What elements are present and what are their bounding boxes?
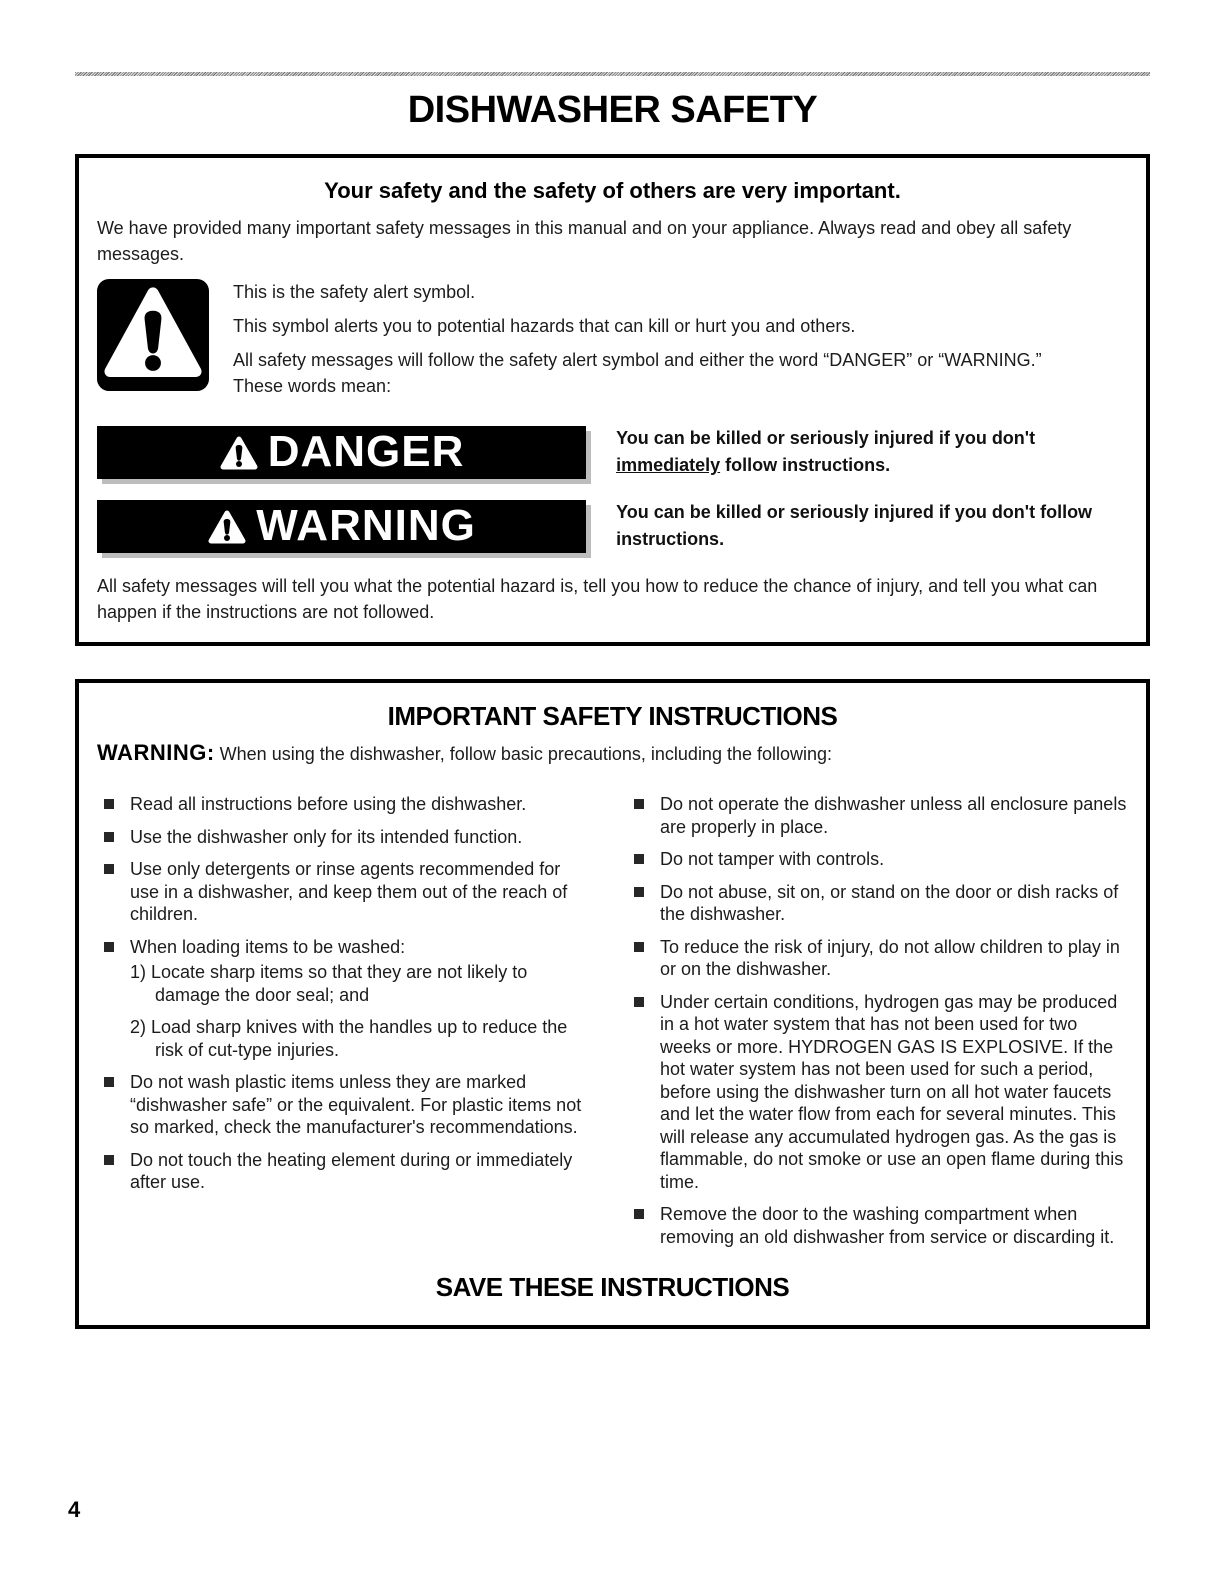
list-item-text: Under certain conditions, hydrogen gas may be produced in a hot water system that has not been used for two weeks or more. HYDROGEN GAS IS EXPLOSIVE. If the hot water system has not been used for such a period, before using the dishwasher turn on all hot water faucets and let the water flow from each for several minutes. This will release any accumulated hydrogen gas. As the gas is flammable, do not smoke or use an open flame during this time. [660, 991, 1124, 1192]
bullet-square-icon [634, 854, 644, 864]
list-item [97, 1149, 585, 1194]
sub-list-item: 2) Load sharp knives with the handles up to reduce the risk of cut-type injuries. [130, 1017, 568, 1060]
safety-outro-text: All safety messages will tell you what the potential hazard is, tell you how to reduce the chance of injury, and tell you what can happen if the instructions are not followed. [97, 576, 1098, 623]
instructions-left-column [97, 793, 585, 1258]
list-item-text: Use the dishwasher only for its intended function. [130, 826, 523, 847]
danger-text-before: You can be killed or seriously injured if you don't [616, 428, 1036, 449]
list-item [627, 1203, 1128, 1248]
warning-description: You can be killed or seriously injured if you don't follow instructions. [616, 502, 1093, 550]
list-item [627, 991, 1128, 1194]
list-item [97, 826, 585, 849]
alert-symbol-row [97, 279, 1128, 399]
safety-overview-box [75, 154, 1150, 646]
bullet-square-icon [104, 1077, 114, 1087]
list-item [97, 936, 585, 1062]
list-item [97, 1071, 585, 1139]
alert-symbol-text [233, 279, 1063, 399]
save-instructions-heading: SAVE THESE INSTRUCTIONS [435, 1272, 790, 1303]
safety-alert-icon [97, 279, 209, 391]
instructions-columns [97, 793, 1128, 1258]
warning-triangle-icon [207, 509, 247, 545]
list-item [97, 858, 585, 926]
list-item-text: Use only detergents or rinse agents recommended for use in a dishwasher, and keep them out of the reach of children. [130, 859, 568, 925]
danger-text-underlined: immediately [616, 455, 721, 476]
bullet-square-icon [104, 864, 114, 874]
bullet-square-icon [634, 887, 644, 897]
alert-line-1: This is the safety alert symbol. [233, 281, 476, 302]
safety-box-heading: Your safety and the safety of others are very important. [324, 177, 901, 203]
list-item-text: Do not touch the heating element during or immediately after use. [130, 1149, 573, 1193]
decorative-rule [75, 72, 1150, 76]
instructions-right-column [627, 793, 1128, 1258]
danger-triangle-icon [219, 435, 259, 471]
page-number: 4 [68, 1497, 81, 1522]
bullet-square-icon [104, 942, 114, 952]
bullet-square-icon [634, 997, 644, 1007]
instructions-warning-line [97, 739, 1128, 768]
list-item-text: When loading items to be washed: [130, 936, 406, 957]
list-item-text: Do not wash plastic items unless they are marked “dishwasher safe” or the equivalent. For plastic items not so marked, check the manufacturer's recommendations. [130, 1072, 582, 1138]
alert-line-3: All safety messages will follow the safety alert symbol and either the word “DANGER” or “WARNING.” These words mean: [233, 350, 1042, 397]
danger-row [97, 425, 1128, 479]
list-item-text: Do not abuse, sit on, or stand on the door or dish racks of the dishwasher. [660, 881, 1119, 925]
warning-intro-text: When using the dishwasher, follow basic precautions, including the following: [219, 743, 833, 764]
bullet-square-icon [634, 1209, 644, 1219]
bullet-square-icon [634, 799, 644, 809]
safety-intro-text: We have provided many important safety messages in this manual and on your appliance. Always read and obey all safety messages. [97, 217, 1072, 264]
bullet-square-icon [104, 1155, 114, 1165]
warning-label: WARNING [256, 501, 476, 551]
danger-description [616, 425, 1128, 479]
instructions-heading: IMPORTANT SAFETY INSTRUCTIONS [387, 700, 838, 731]
warning-row [97, 499, 1128, 553]
alert-line-2: This symbol alerts you to potential hazards that can kill or hurt you and others. [233, 316, 856, 337]
page-content [75, 0, 1150, 1329]
list-item [627, 936, 1128, 981]
page-title: DISHWASHER SAFETY [407, 89, 818, 131]
list-item-text: To reduce the risk of injury, do not allow children to play in or on the dishwasher. [660, 936, 1120, 980]
bullet-square-icon [634, 942, 644, 952]
warning-banner [97, 500, 586, 553]
important-instructions-box [75, 679, 1150, 1330]
list-item-text: Remove the door to the washing compartment when removing an old dishwasher from service or discarding it. [660, 1204, 1115, 1247]
list-item [627, 881, 1128, 926]
danger-label: DANGER [267, 427, 465, 477]
list-item-text: Do not tamper with controls. [660, 849, 885, 870]
danger-banner [97, 426, 586, 479]
list-item-text: Read all instructions before using the dishwasher. [130, 794, 527, 815]
bullet-square-icon [104, 832, 114, 842]
list-item [627, 793, 1128, 838]
warning-label-text: WARNING: [97, 739, 215, 765]
list-item-text: Do not operate the dishwasher unless all enclosure panels are properly in place. [660, 794, 1127, 837]
list-item [97, 793, 585, 816]
danger-text-after: follow instructions. [720, 455, 891, 476]
sub-list-item: 1) Locate sharp items so that they are not likely to damage the door seal; and [130, 962, 528, 1005]
list-item [627, 848, 1128, 871]
bullet-square-icon [104, 799, 114, 809]
